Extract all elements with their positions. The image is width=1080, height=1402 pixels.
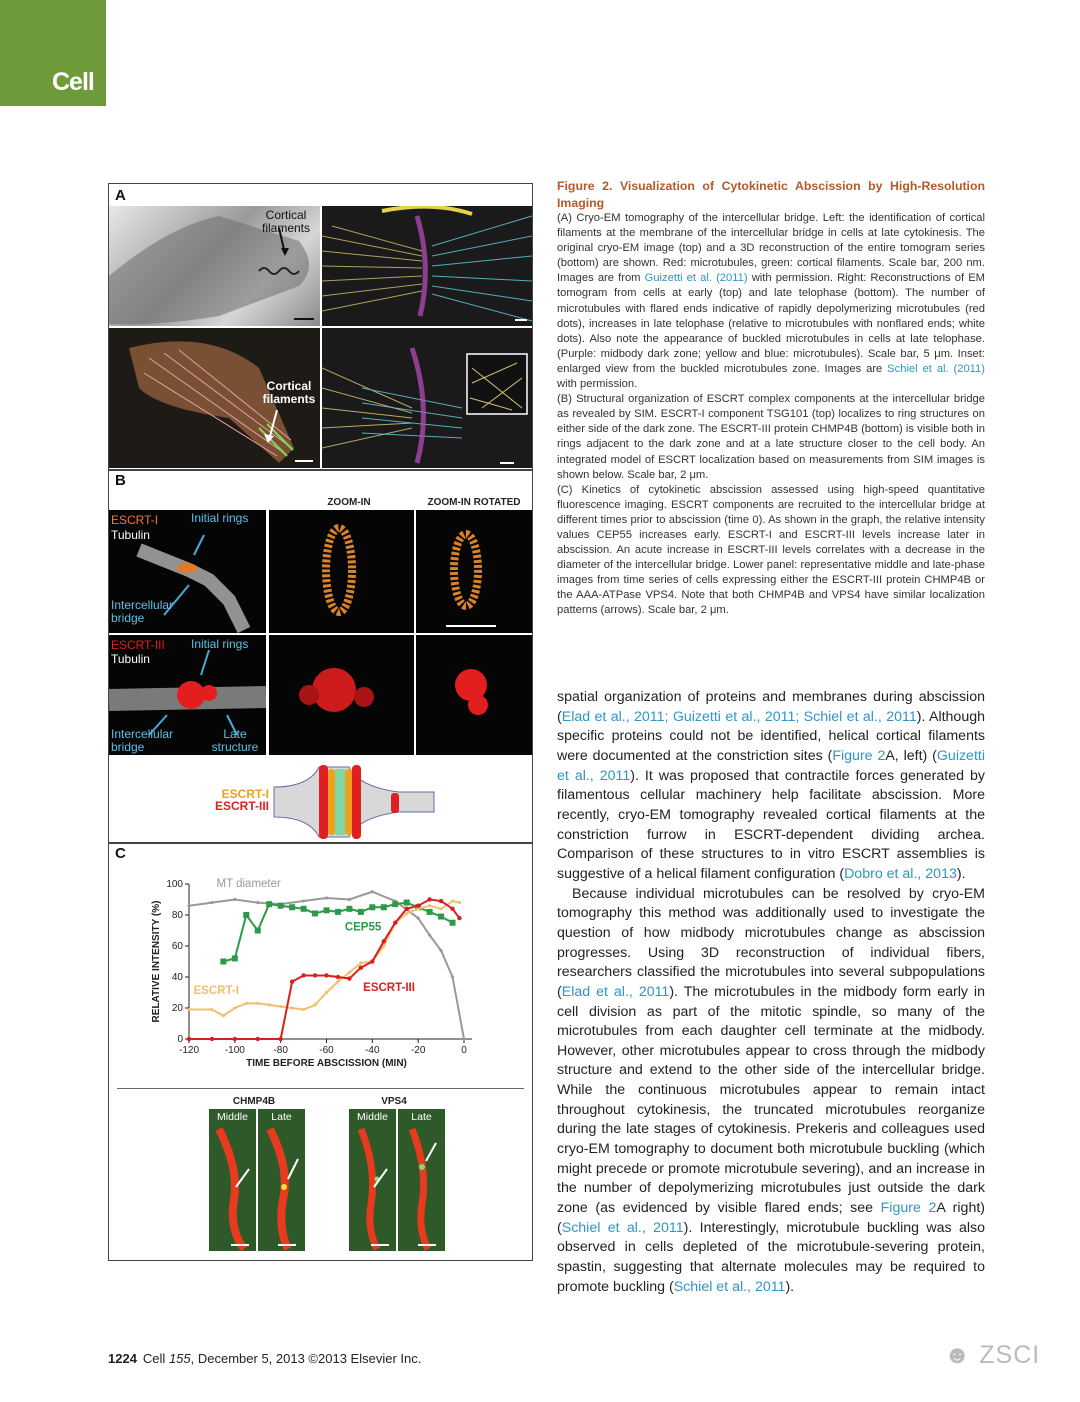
figure-caption: [557, 178, 985, 619]
data-point-escrt-iii: [457, 916, 461, 920]
cortical-filaments-label-bottom: Cortical filaments: [262, 379, 316, 406]
vps4-late-label: Late: [411, 1111, 432, 1123]
abscission-kinetics-chart: [109, 874, 532, 1084]
vps4-middle-label: Middle: [357, 1111, 388, 1123]
data-point-escrt-i: [279, 1005, 282, 1008]
tomogram-early-telophase: [322, 206, 532, 326]
data-point-mt-diameter: [348, 898, 351, 901]
data-point-cep55: [220, 959, 226, 965]
data-point-escrt-i: [291, 1006, 294, 1009]
data-point-cep55: [312, 910, 318, 916]
data-point-escrt-iii: [359, 966, 363, 970]
caption-title: Figure 2. Visualization of Cytokinetic Abscission by High-Resolution Imaging: [557, 179, 985, 210]
data-point-cep55: [278, 903, 284, 909]
escrt-iii-zoom-rotated: [416, 635, 532, 755]
vps4-middle-image: [349, 1109, 396, 1251]
data-point-escrt-iii: [347, 976, 351, 980]
intercellular-bridge-label-2: Intercellular bridge: [111, 727, 174, 754]
ref-schiel-2011[interactable]: Schiel et al. (2011): [887, 362, 985, 375]
data-point-cep55: [266, 901, 272, 907]
paragraph-2: Because individual microtubules can be resolved by cryo-EM tomography this method was additionally used to investigate the question of how midbody microtubules change as abscission progresses. Using 3D reconstruction of individual fibers, researchers classified the microtubules into several subpopulations (Elad et al., 2011). The microtubules in the midbody form early in cell division as part of the mitotic spindle, so many of the microtubules from each daughter cell terminate at the midbody. However, other microtubules appear to cross through the midbody structure and extend to the other side of the intercellular bridge. While the continuous microtubules appear to remain intact throughout cytokinesis, the truncated microtubules reorganize during the late stages of cytokinesis. Prekeris and colleagues used cryo-EM tomography to document both microtubule buckling (which might precede or promote microtubule severing), and an increase in the number of depolymerizing microtubules just outside the dark zone (as evidenced by visible flared ends; see Figure 2A right) (Schiel et al., 2011). Interestingly, microtubule buckling was also observed in cells depleted of the microtubule-severing protein, spastin, suggesting that alternate molecules may be required to promote buckling (Schiel et al., 2011).: [557, 885, 986, 1295]
data-point-escrt-iii: [336, 975, 340, 979]
y-tick-label: 80: [171, 910, 183, 921]
data-point-escrt-i: [245, 1002, 248, 1005]
data-point-escrt-i: [458, 901, 461, 904]
ref-guizetti-2011[interactable]: Guizetti et al. (2011): [644, 272, 748, 285]
data-point-mt-diameter: [451, 975, 454, 978]
data-point-escrt-i: [187, 1008, 190, 1011]
x-tick-label: -120: [178, 1045, 200, 1056]
tubulin-label-1: Tubulin: [111, 528, 150, 542]
data-point-escrt-iii: [427, 897, 431, 901]
data-point-mt-diameter: [187, 904, 190, 907]
data-point-escrt-iii: [382, 939, 386, 943]
data-point-mt-diameter: [417, 917, 420, 920]
data-point-escrt-i: [210, 1008, 213, 1011]
data-point-escrt-iii: [256, 1037, 260, 1041]
escrt-iii-zoom: [269, 635, 414, 755]
separator-b-c: [109, 842, 532, 844]
data-point-escrt-i: [428, 904, 431, 907]
data-point-cep55: [335, 909, 341, 915]
data-point-escrt-i: [233, 1006, 236, 1009]
data-point-cep55: [438, 914, 444, 920]
tomogram-late-telophase: [322, 328, 532, 468]
initial-rings-label-1: Initial rings: [191, 511, 249, 525]
data-point-escrt-iii: [370, 959, 374, 963]
initial-rings-label-2: Initial rings: [191, 637, 249, 651]
chmp4b-late-label: Late: [271, 1111, 292, 1123]
page-footer: [108, 1351, 421, 1366]
intercellular-bridge-label-1: Intercellular bridge: [111, 598, 174, 625]
watermark: ☻ ZSCI: [944, 1341, 1041, 1369]
chmp4b-middle-image: [209, 1109, 256, 1251]
data-point-cep55: [369, 904, 375, 910]
data-point-escrt-iii: [290, 979, 294, 983]
data-point-escrt-iii: [324, 973, 328, 977]
data-point-cep55: [301, 906, 307, 912]
series-line-mt-diameter: [189, 892, 464, 1039]
x-tick-label: -20: [410, 1045, 426, 1056]
data-point-cep55: [450, 920, 456, 926]
cortical-filaments-label-top: Cortical filaments: [261, 208, 311, 235]
data-point-cep55: [289, 904, 295, 910]
data-point-escrt-iii: [278, 1037, 282, 1041]
data-point-escrt-iii: [439, 899, 443, 903]
series-label-escrt-iii: ESCRT-III: [363, 981, 415, 994]
data-point-escrt-iii: [313, 973, 317, 977]
journal-logo: [0, 0, 106, 106]
data-point-escrt-iii: [450, 907, 454, 911]
data-point-escrt-iii: [393, 921, 397, 925]
escrt-i-zoom-rotated: [416, 510, 532, 633]
y-tick-label: 100: [166, 879, 183, 890]
ref-guizetti-2011-body[interactable]: Guizetti et al., 2011: [557, 747, 985, 784]
data-point-mt-diameter: [256, 901, 259, 904]
ref-schiel-2011-body-2[interactable]: Schiel et al., 2011: [673, 1278, 786, 1295]
data-point-cep55: [324, 907, 330, 913]
series-label-escrt-i: ESCRT-I: [193, 985, 239, 998]
ref-schiel-2011-body[interactable]: Schiel et al., 2011: [561, 1219, 684, 1236]
x-tick-label: -80: [273, 1045, 288, 1056]
chmp4b-header: CHMP4B: [232, 1096, 276, 1107]
ref-dobro-2013[interactable]: Dobro et al., 2013: [844, 865, 957, 882]
footer-volume: 155: [168, 1351, 191, 1366]
y-tick-label: 20: [171, 1003, 183, 1014]
data-point-cep55: [381, 904, 387, 910]
ref-figure-2-right[interactable]: Figure 2: [880, 1200, 937, 1217]
data-point-mt-diameter: [371, 890, 374, 893]
data-point-cep55: [346, 906, 352, 912]
data-point-cep55: [392, 901, 398, 907]
series-label-cep55: CEP55: [344, 921, 382, 934]
vps4-header: VPS4: [381, 1096, 407, 1107]
data-point-cep55: [404, 900, 410, 906]
data-point-mt-diameter: [462, 1037, 465, 1040]
escrt-i-label: ESCRT-I: [111, 513, 159, 527]
ref-elad-2011[interactable]: Elad et al., 2011: [561, 983, 670, 1000]
x-tick-label: -60: [319, 1045, 334, 1056]
data-point-mt-diameter: [439, 949, 442, 952]
y-tick-label: 40: [171, 972, 183, 983]
late-structure-label: Late structure: [211, 727, 259, 754]
data-point-mt-diameter: [302, 899, 305, 902]
panel-c-letter: C: [115, 845, 126, 862]
escrt-i-zoom: [269, 510, 414, 633]
ref-figure-2[interactable]: Figure 2: [832, 747, 886, 764]
chmp4b-late-image: [258, 1109, 305, 1251]
data-point-escrt-i: [405, 912, 408, 915]
data-point-escrt-i: [336, 980, 339, 983]
caption-a: (A) Cryo-EM tomography of the intercellular bridge. Left: the identification of cortical filaments at the membrane of the intercellular bridge in cells at late cytokinesis. The original cryo-EM image (top) and a 3D reconstruction of the entire tomogram series (bottom) are shown. Red: microtubules, green: cortical filaments. Scale bar, 200 nm. Images are from Guizetti et al. (2011) with permission. Right: Reconstructions of EM tomogram from cells at early (top) and late telophase (bottom). The number of microtubules with flared ends indicative of rapidly depolymerizing microtubules (red dots), increases in late telophase (relative to microtubules with nonflared ends; white dots). Also note the appearance of buckled microtubules in cells at late telophase. (Purple: midbody dark zone; yellow and blue: microtubules). Scale bar, 5 μm. Inset: enlarged view from the buckled microtubules zone. Images are Schiel et al. (2011) with permission.: [557, 212, 986, 391]
data-point-cep55: [427, 909, 433, 915]
panel-a-letter: A: [115, 187, 126, 204]
x-tick-label: -100: [224, 1045, 245, 1056]
data-point-escrt-i: [302, 1008, 305, 1011]
data-point-mt-diameter: [325, 896, 328, 899]
data-point-escrt-iii: [416, 904, 420, 908]
data-point-escrt-i: [325, 991, 328, 994]
escrt-model-diagram: [109, 757, 532, 839]
data-point-escrt-iii: [187, 1037, 191, 1041]
y-tick-label: 0: [177, 1034, 183, 1045]
page-number: 1224: [108, 1351, 137, 1366]
data-point-mt-diameter: [428, 934, 431, 937]
y-tick-label: 60: [171, 941, 183, 952]
x-tick-label: -40: [365, 1045, 380, 1056]
data-point-escrt-iii: [301, 973, 305, 977]
tubulin-label-2: Tubulin: [111, 652, 150, 666]
data-point-escrt-iii: [405, 907, 409, 911]
model-escrt-i-label: ESCRT-I: [221, 787, 269, 801]
escrt-iii-label: ESCRT-III: [111, 638, 165, 652]
data-point-escrt-i: [313, 1003, 316, 1006]
separator-a-b: [109, 469, 532, 471]
data-point-escrt-i: [256, 1002, 259, 1005]
data-point-cep55: [255, 928, 261, 934]
data-point-escrt-i: [268, 1003, 271, 1006]
data-point-escrt-i: [439, 907, 442, 910]
data-point-escrt-i: [348, 971, 351, 974]
data-point-escrt-i: [222, 1014, 225, 1017]
x-axis-label: TIME BEFORE ABSCISSION (MIN): [246, 1058, 407, 1069]
model-escrt-iii-label: ESCRT-III: [214, 799, 269, 813]
data-point-cep55: [232, 955, 238, 961]
data-point-escrt-i: [359, 961, 362, 964]
ref-elad-guizetti-schiel[interactable]: Elad et al., 2011; Guizetti et al., 2011; Schiel et al., 2011: [561, 708, 917, 725]
x-tick-label: 0: [461, 1045, 467, 1056]
series-label-mt-diameter: MT diameter: [216, 878, 281, 891]
separator-chart-images: [117, 1088, 524, 1089]
data-point-mt-diameter: [210, 901, 213, 904]
figure-2: [108, 183, 533, 1261]
body-text: [557, 688, 985, 1297]
caption-b: (B) Structural organization of ESCRT complex components at the intercellular bridge as revealed by SIM. ESCRT-I component TSG101 (top) localizes to ring structures on either side of the dark zone. The ESCRT-III protein CHMP4B (bottom) is visible both in rings adjacent to the dark zone and at a late structure closer to the cell body. An integrated model of ESCRT localization based on measurements from SIM images is shown below. Scale bar, 2 μm.: [557, 393, 985, 481]
footer-journal: Cell: [142, 1351, 169, 1366]
footer-date: , December 5, 2013 ©2013 Elsevier Inc.: [190, 1351, 422, 1366]
vps4-late-image: [398, 1109, 445, 1251]
data-point-mt-diameter: [233, 898, 236, 901]
data-point-cep55: [358, 909, 364, 915]
data-point-escrt-iii: [210, 1037, 214, 1041]
zoom-in-header: ZOOM-IN: [327, 497, 371, 508]
caption-c: (C) Kinetics of cytokinetic abscission assessed using high-speed quantitative fluorescence imaging. ESCRT components are recruited to the intercellular bridge at different times prior to abscission (time 0). As shown in the graph, the relative intensity values CEP55 increases early. ESCRT-I and ESCRT-III levels increase later in abscission. An acute increase in ESCRT-III levels correlates with a decrease in the diameter of the intercellular bridge. Lower panel: representative middle and late-phase images from time series of cells expressing either the ESCRT-III protein CHMP4B or the AAA-ATPase VPS4. Note that both CHMP4B and VPS4 have similar localization patterns (arrows). Scale bar, 2 μm.: [557, 483, 985, 617]
data-point-escrt-i: [451, 899, 454, 902]
paragraph-1: spatial organization of proteins and membranes during abscission (Elad et al., 2011; Guizetti et al., 2011; Schiel et al., 2011). Although specific proteins could not be identified, helical cortical filaments were documented at the constriction sites (Figure 2A, left) (Guizetti et al., 2011). It was proposed that contractile forces generated by filamentous cellular machinery help facilitate abscission. More recently, cryo-EM tomography revealed cortical filaments at the constriction furrow in ESCRT-dependent dividing archea. Comparison of these structures to in vitro ESCRT assemblies is suggestive of a helical filament configuration (Dobro et al., 2013).: [557, 689, 985, 882]
data-point-escrt-iii: [233, 1037, 237, 1041]
chmp4b-middle-label: Middle: [217, 1111, 248, 1123]
y-axis-label: RELATIVE INTENSITY (%): [151, 900, 162, 1023]
logo-text: Cell: [52, 68, 94, 96]
panel-b-letter: B: [115, 472, 126, 489]
data-point-cep55: [243, 912, 249, 918]
zoom-in-rotated-header: ZOOM-IN ROTATED: [427, 497, 521, 508]
